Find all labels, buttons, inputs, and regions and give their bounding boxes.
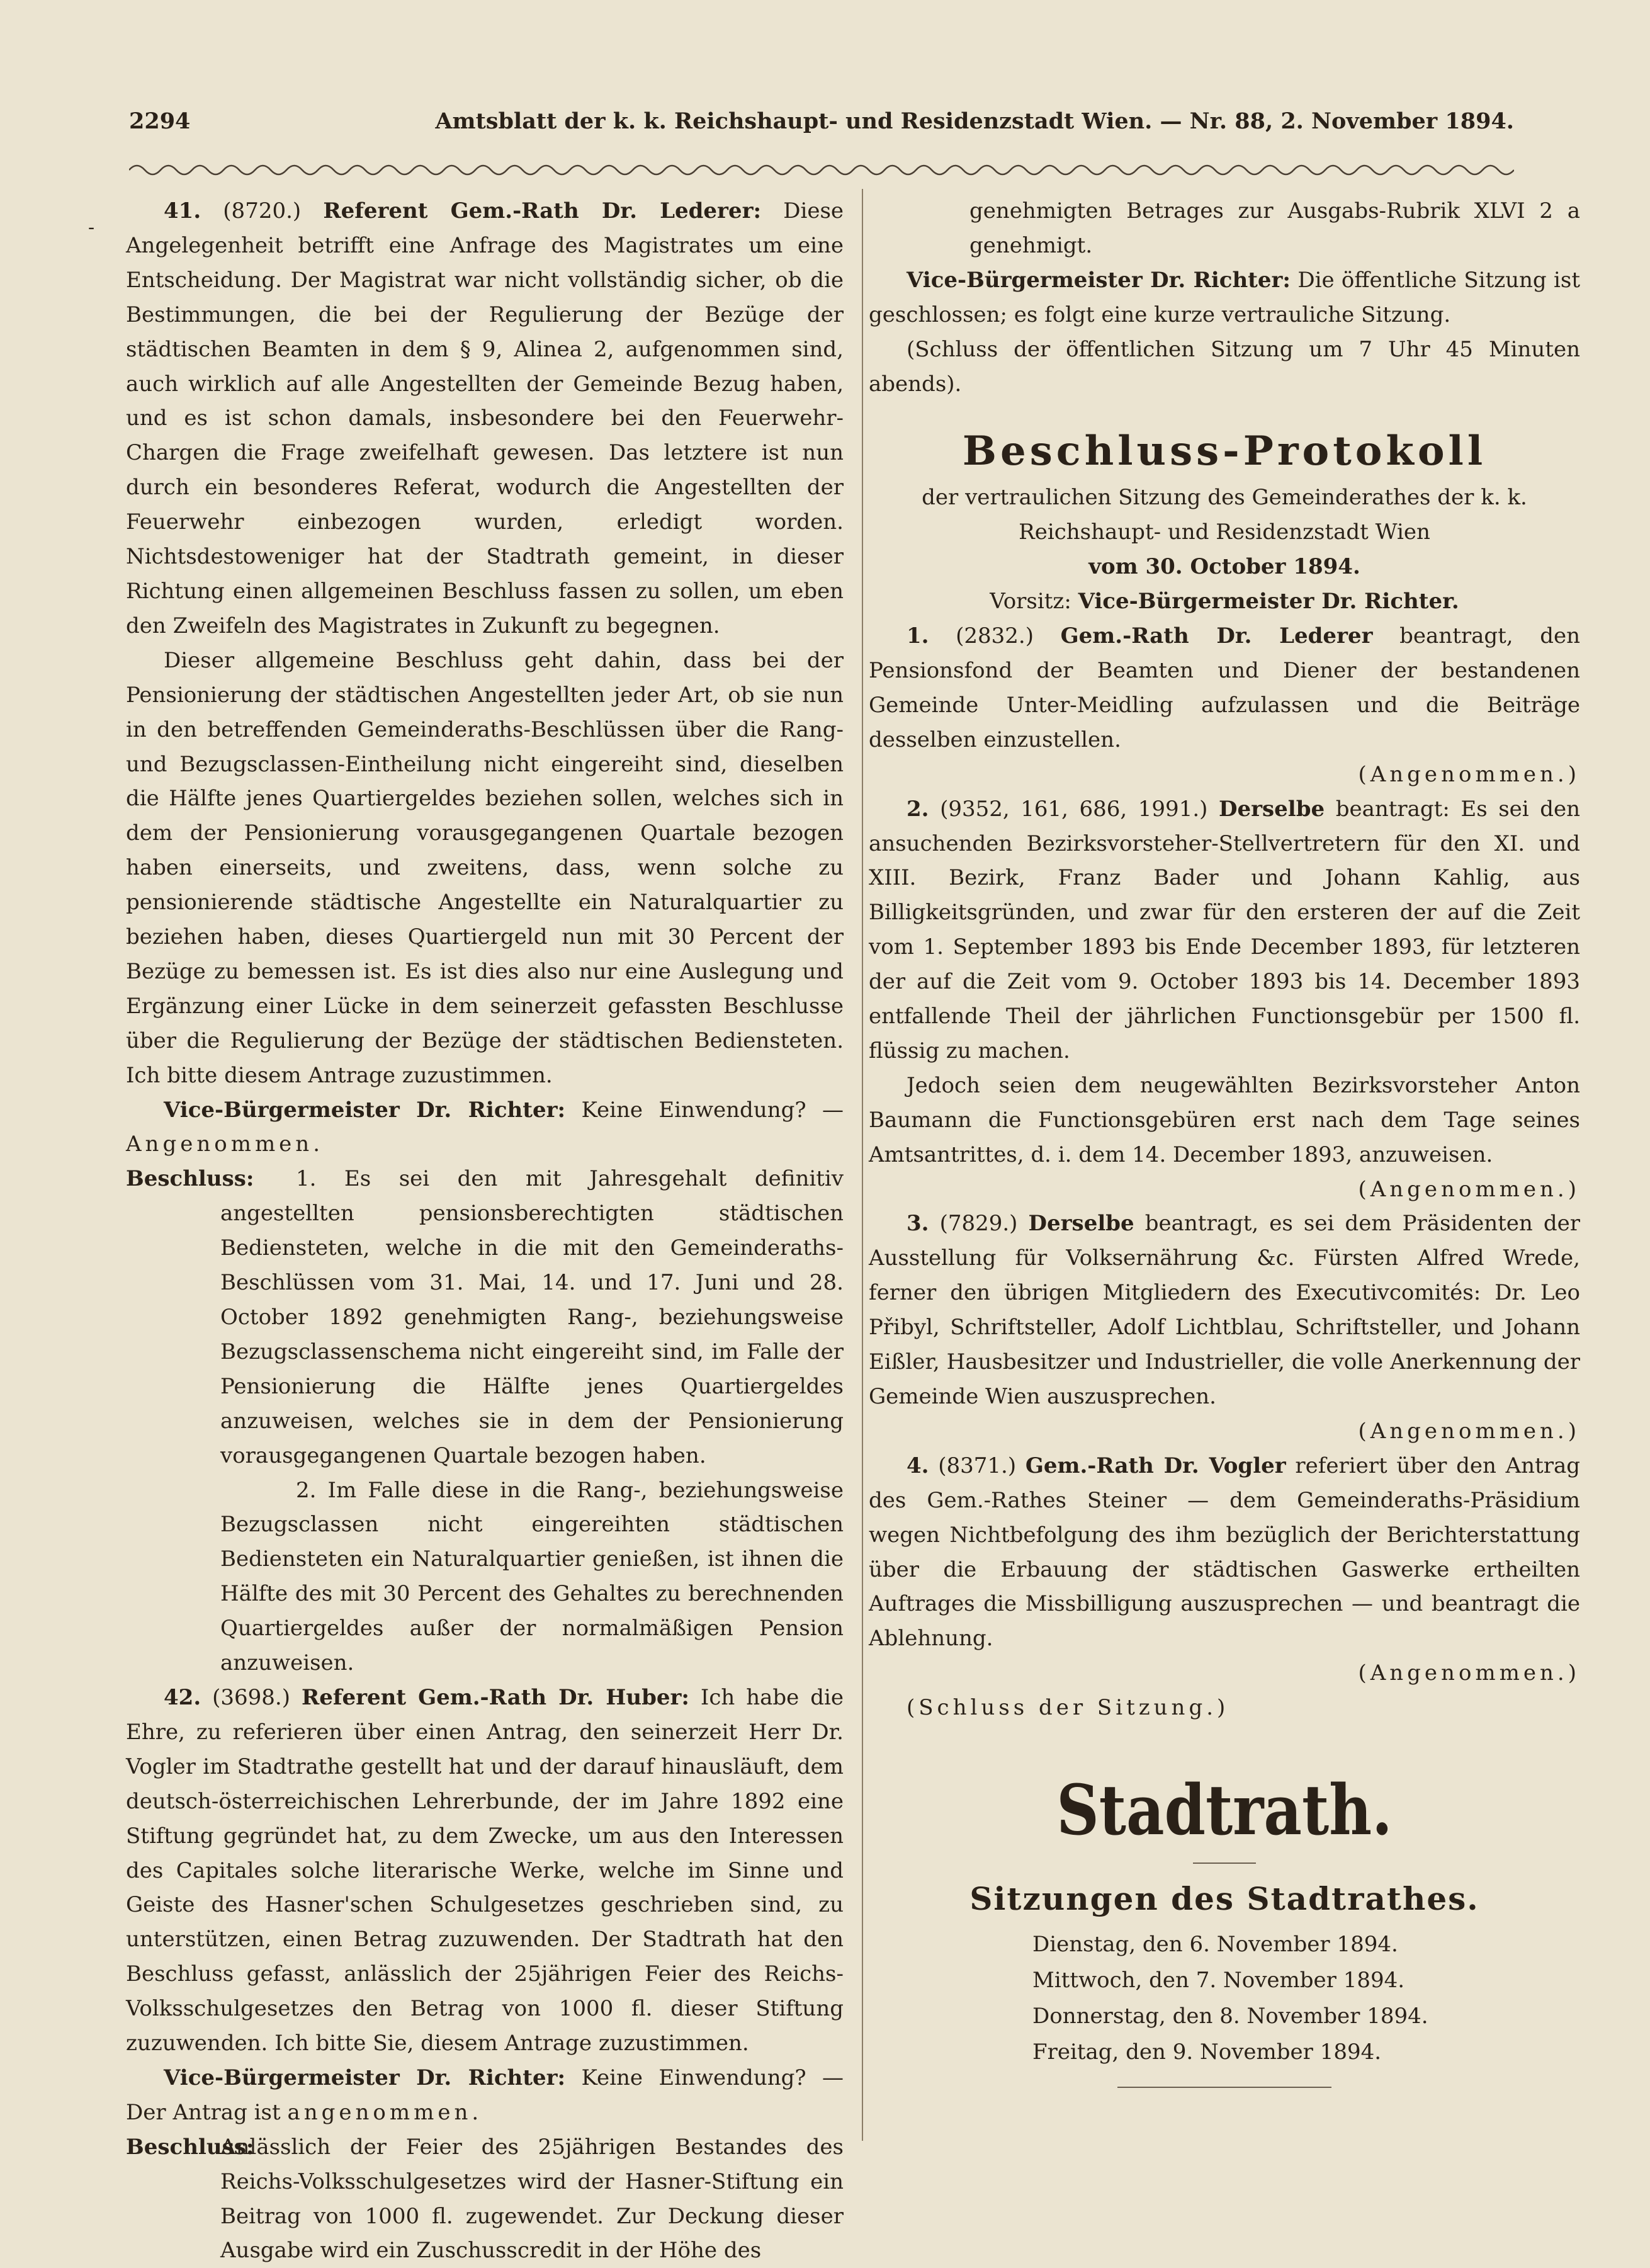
header-title: Amtsblatt der k. k. Reichshaupt- und Residenzstadt Wien. — Nr. 88, 2. November 1894.: [435, 108, 1514, 134]
resolution-1-point-2: 2. Im Falle diese in die Rang-, beziehungsweise Bezugsclassen nicht eingereihten städtischen Bediensteten ein Naturalquartier genießen, ist ihnen die Hälfte des mit 30 Percent des Gehaltes zu berechnenden Quartiergeldes außer der normalmäßigen Pension anzuweisen.: [220, 1477, 844, 1676]
protocol-item-4-result: (Angenommen.): [1358, 1660, 1580, 1686]
protocol-item-1-ref: (2832.): [956, 623, 1034, 649]
continued-text: genehmigten Betrages zur Ausgabs-Rubrik XLVI 2 a genehmigt.: [969, 198, 1580, 258]
vice-mayor-2-text: Keine Einwendung? — Der Antrag ist: [126, 2065, 844, 2125]
resolution-1-label: Beschluss:: [126, 1166, 254, 1192]
protocol-item-3-ref: (7829.): [939, 1211, 1018, 1237]
session-date: Dienstag, den 6. November 1894.: [1032, 1932, 1398, 1958]
protocol-item-3-text: beantragt, es sei dem Präsidenten der Ausstellung für Volksernährung &c. Fürsten Alfred Wrede, ferner den übrigen Mitgliedern des Executivcomités: Dr. Leo Přibyl, Schriftsteller, Adolf Lichtblau, Schriftsteller, und Johann Eißler, Hausbesitzer und Industrieller, die volle Anerkennung der Gemeinde Wien auszusprechen.: [869, 1211, 1581, 1409]
vice-mayor-remark-2: [126, 2061, 844, 2130]
stadtrath-title: Stadtrath.: [1056, 1769, 1393, 1851]
protocol-title: Beschluss-Protokoll: [962, 428, 1487, 475]
left-column: [126, 194, 844, 2268]
short-divider: [1193, 1863, 1256, 1864]
vice-mayor-remark-1: [126, 1093, 844, 1162]
vice-mayor-1-result: Angenommen.: [126, 1131, 324, 1157]
resolution-1-point-1: 1. Es sei den mit Jahresgehalt definitiv angestellten pensionsberechtigten städtischen Bediensteten, welche in die mit den Gemeinderaths-Beschlüssen vom 31. Mai, 14. und 17. Juni und 28. October 1892 genehmigten Rang-, beziehungsweise Bezugsclassenschema nicht eingereiht sind, im Falle der Pensionierung die Hälfte jenes Quartiergeldes anzuweisen, welches sie in dem der Pensionierung vorausgegangenen Quartale bezogen haben.: [220, 1166, 844, 1468]
item-41-number: 41.: [164, 198, 201, 224]
protocol-item-2-number: 2.: [907, 796, 929, 822]
sitzungen-title: Sitzungen des Stadtrathes.: [969, 1880, 1479, 1918]
header-wavy-rule: [129, 157, 1514, 183]
item-41-text: Diese Angelegenheit betrifft eine Anfrage des Magistrates um eine Entscheidung. Der Magistrat war nicht vollständig sicher, ob die Bestimmungen, die bei der Regulierung der Bezüge der städtischen Beamten in dem § 9, Alinea 2, aufgenommen sind, auch wirklich auf alle Angestellten der Gemeinde Bezug haben, und es ist schon damals, insbesondere bei den Feuerwehr-Chargen die Frage zweifelhaft gewesen. Das letztere ist nun durch ein besonderes Referat, wodurch die Angestellten der Feuerwehr einbezogen wurden, erledigt worden. Nichtsdestoweniger hat der Stadtrath gemeint, in dieser Richtung einen allgemeinen Beschluss fassen zu sollen, um eben den Zweifeln des Magistrates in Zukunft zu begegnen.: [126, 198, 844, 638]
item-41-ref: (8720.): [223, 198, 302, 224]
resolution-2-label: Beschluss:: [126, 2134, 254, 2160]
protocol-item-1-number: 1.: [907, 623, 929, 649]
item-42-number: 42.: [164, 1684, 201, 1710]
margin-mark: -: [88, 217, 95, 239]
vice-mayor-3-text: Die öffentliche Sitzung ist geschlossen; es folgt eine kurze vertrauliche Sitzung.: [869, 267, 1580, 327]
public-session-close: (Schluss der öffentlichen Sitzung um 7 Uhr 45 Minuten abends).: [869, 336, 1580, 397]
protocol-date: vom 30. October 1894.: [1088, 554, 1360, 580]
item-42: [126, 1681, 844, 2061]
vice-mayor-1-speaker: Vice-Bürgermeister Dr. Richter:: [164, 1097, 566, 1123]
vice-mayor-3-speaker: Vice-Bürgermeister Dr. Richter:: [907, 267, 1291, 293]
protocol-item-4: [869, 1449, 1580, 1656]
chair-name: Vice-Bürgermeister Dr. Richter.: [1078, 589, 1459, 615]
end-divider: [1117, 2087, 1331, 2088]
session-close: (Schluss der Sitzung.): [907, 1695, 1229, 1721]
protocol-subtitle: der vertraulichen Sitzung des Gemeinderathes der k. k. Reichshaupt- und Residenzstadt Wien: [922, 485, 1527, 545]
item-41-paragraph-2: Dieser allgemeine Beschluss geht dahin, dass bei der Pensionierung der städtischen Angestellten jeder Art, ob sie nun in den betreffenden Gemeinderaths-Beschlüssen über die Rang- und Bezugsclassen-Eintheilung nicht eingereiht sind, dieselben die Hälfte jenes Quartiergeldes beziehen sollen, welches sich in dem der Pensionierung vorausgegangenen Quartale bezogen haben einerseits, und zweitens, dass, wenn solche zu pensionierende städtische Angestellte ein Naturalquartier zu beziehen haben, dieses Quartiergeld nun mit 30 Percent der Bezüge zu bemessen ist. Es ist dies also nur eine Auslegung und Ergänzung einer Lücke in dem seinerzeit gefassten Beschlusse über die Regulierung der Bezüge der städtischen Bediensteten. Ich bitte diesem Antrage zuzustimmen.: [126, 647, 844, 1088]
session-date: Freitag, den 9. November 1894.: [1032, 2039, 1382, 2065]
resolution-2-text: Anlässlich der Feier des 25jährigen Bestandes des Reichs-Volksschulgesetzes wird der Hasner-Stiftung ein Beitrag von 1000 fl. zugewendet. Zur Deckung dieser Ausgabe wird ein Zuschusscredit in der Höhe des: [220, 2134, 844, 2264]
vice-mayor-remark-3: [869, 263, 1580, 332]
page-number: 2294: [129, 108, 191, 134]
protocol-item-3-result: (Angenommen.): [1358, 1418, 1580, 1444]
chair-label: Vorsitz:: [990, 589, 1071, 615]
protocol-item-4-text: referiert über den Antrag des Gem.-Rathes Steiner — dem Gemeinderaths-Präsidium wegen Nichtbefolgung des ihm bezüglich der Berichterstattung über die Erbauung der städtischen Gaswerke ertheilten Auftrages die Missbilligung auszusprechen — und beantragt die Ablehnung.: [869, 1453, 1580, 1652]
session-dates: [1032, 1927, 1580, 2070]
item-41: [126, 194, 844, 644]
protocol-item-2-speaker: Derselbe: [1218, 796, 1325, 822]
protocol-item-2-text: beantragt: Es sei den ansuchenden Bezirksvorsteher-Stellvertretern für den XI. und XIII. Bezirk, Franz Bader und Johann Kahlig, aus Billigkeitsgründen, und zwar für den ersteren der auf die Zeit vom 1. September 1893 bis Ende December 1893, für letzteren der auf die Zeit vom 9. October 1893 bis 14. December 1893 entfallende Theil der jährlichen Functionsgebür per 1500 fl. flüssig zu machen.: [869, 796, 1581, 1063]
protocol-item-1-result: (Angenommen.): [1358, 761, 1580, 787]
protocol-item-2: [869, 792, 1580, 1069]
protocol-item-4-speaker: Gem.-Rath Dr. Vogler: [1025, 1453, 1286, 1478]
item-42-speaker: Referent Gem.-Rath Dr. Huber:: [301, 1684, 689, 1710]
protocol-item-3: [869, 1206, 1580, 1414]
vice-mayor-2-speaker: Vice-Bürgermeister Dr. Richter:: [164, 2065, 566, 2090]
protocol-item-1: [869, 619, 1580, 757]
protocol-item-4-number: 4.: [907, 1453, 929, 1478]
vice-mayor-2-result: angenommen.: [287, 2099, 483, 2125]
right-column: [869, 194, 1580, 2088]
vice-mayor-1-text: Keine Einwendung? —: [581, 1097, 844, 1123]
protocol-item-3-speaker: Derselbe: [1028, 1211, 1134, 1237]
item-42-text: Ich habe die Ehre, zu referieren über einen Antrag, den seinerzeit Herr Dr. Vogler im Stadtrathe gestellt hat und der darauf hinausläuft, dem deutsch-österreichischen Lehrerbunde, der im Jahre 1892 eine Stiftung gegründet hat, zu dem Zwecke, um aus den Interessen des Capitales solche literarische Werke, welche im Sinne und Geiste des Hasner'schen Schulgesetzes geschrieben sind, zu unterstützen, einen Betrag zuzuwenden. Der Stadtrath hat den Beschluss gefasst, anlässlich der 25jährigen Feier des Reichs-Volksschulgesetzes den Betrag von 1000 fl. dieser Stiftung zuzuwenden. Ich bitte Sie, diesem Antrage zuzustimmen.: [126, 1684, 844, 2056]
page-header: [129, 108, 1514, 146]
protocol-item-4-ref: (8371.): [938, 1453, 1017, 1478]
resolution-1: [126, 1162, 844, 1681]
protocol-chair: [869, 584, 1580, 619]
item-42-ref: (3698.): [212, 1684, 290, 1710]
protocol-item-2-result: (Angenommen.): [1358, 1176, 1580, 1202]
protocol-item-3-number: 3.: [907, 1211, 929, 1237]
resolution-2: [126, 2130, 844, 2268]
protocol-item-1-text: beantragt, den Pensionsfond der Beamten und Diener der bestandenen Gemeinde Unter-Meidling aufzulassen und die Beiträge desselben einzustellen.: [869, 623, 1581, 752]
column-divider: [862, 189, 863, 2141]
protocol-item-2-ref: (9352, 161, 686, 1991.): [940, 796, 1208, 822]
protocol-item-2-paragraph-2: Jedoch seien dem neugewählten Bezirksvorsteher Anton Baumann die Functionsgebüren erst nach dem Tage seines Amtsantrittes, d. i. dem 14. December 1893, anzuweisen.: [869, 1072, 1580, 1167]
session-date: Donnerstag, den 8. November 1894.: [1032, 2004, 1428, 2029]
protocol-item-1-speaker: Gem.-Rath Dr. Lederer: [1060, 623, 1373, 649]
item-41-speaker: Referent Gem.-Rath Dr. Lederer:: [323, 198, 762, 224]
session-date: Mittwoch, den 7. November 1894.: [1032, 1968, 1405, 1993]
